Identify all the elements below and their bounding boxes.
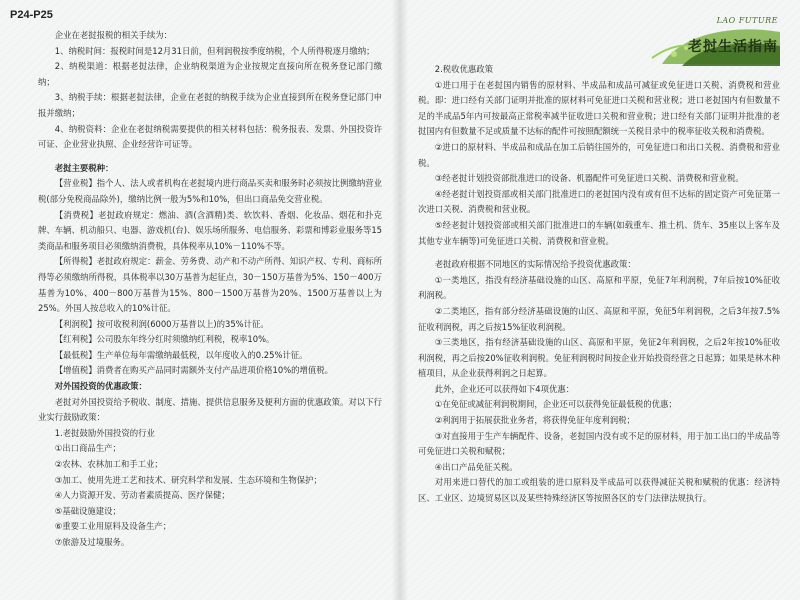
brand-logo: [622, 14, 782, 70]
tax-incentive-item: ①进口用于在老挝国内销售的原材料、半成品和成品可减征或免征进口关税、消费税和营业税。即：进口经有关部门证明并批准的原材料可免征进口关税和营业税；进口老挝国内有但数量不足的半成品5年内可按最高正常税率减半征收进口关税和营业税；进口经有关部门证明并批准的老挝国内有但数量不足或质量不达标的配件可按照配额统一关税目录中的税率征收关税和消费税。: [418, 79, 780, 137]
extra-item: ②利润用于拓展获批业务者，将获得免征年度利润税；: [434, 415, 635, 426]
regional-intro: 老挝政府根据不同地区的实际情况给予投资优惠政策：: [434, 259, 636, 270]
policy-intro: 老挝对外国投资给予税收、制度、措施、提供信息服务及便利方面的优惠政策。对以下行业实行鼓励政策：: [38, 396, 382, 423]
page-gutter: [392, 0, 408, 600]
brand-english: LAO FUTURE: [716, 16, 778, 25]
industry-item: ①出口商品生产；: [54, 443, 121, 454]
tax-business: 【营业税】指个人、法人或者机构在老挝境内进行商品买卖和服务时必须按比例缴纳营业税(部分免税商品除外)，缴纳比例一般为5%和10%，但出口商品免交营业税。: [38, 178, 382, 204]
step-1: 1、纳税时间：报税时间是12月31日前，但利润税按季度纳税，个人所得税逐月缴纳；: [54, 45, 375, 56]
tax-vat: 【增值税】消费者在购买产品同时需额外支付产品进项价格10%的增值税。: [54, 365, 334, 376]
extra-item: ③对直接用于生产车辆配件、设备，老挝国内没有或不足的原材料，用于加工出口的半成品等可免征进口关税和赋税；: [418, 430, 780, 457]
industry-item: ④人力资源开发、劳动者素质提高、医疗保健；: [54, 490, 230, 501]
tax-profit: 【利润税】按可收税利润(6000万基普以上)的35%计征。: [54, 318, 269, 329]
encouraged-heading: 1.老挝鼓励外国投资的行业: [54, 427, 155, 438]
tax-consumption: 【消费税】老挝政府规定：燃油、酒(含酒精)类、软饮料、香烟、化妆品、烟花和扑克牌、车辆、机动船只、电器、游戏机(台)、娱乐场所服务、电信服务、彩票和博彩业服务等15类商品和服务项目必须缴纳消费税，具体税率从10%－110%不等。: [38, 209, 382, 251]
industry-item: ②农林、农林加工和手工业；: [54, 459, 163, 470]
intro-text: 企业在老挝报税的相关手续为：: [54, 30, 173, 40]
extra-intro: 此外，企业还可以获得如下4项优惠：: [434, 383, 575, 394]
tax-incentive-item: ⑤经老挝计划投资部或相关部门批准进口的车辆(如载重车、推土机、货车、35座以上客车及其他专业车辆等)可免征进口关税、消费税和营业税。: [418, 219, 780, 246]
right-page: [400, 0, 800, 600]
industry-item: ③加工、使用先进工艺和技术、研究科学和发展、生态环境和生物保护；: [54, 474, 322, 485]
industry-item: ⑥重要工业用原料及设备生产；: [54, 521, 172, 532]
region-item: ③三类地区，指有经济基础设施的山区、高原和平原，免征2年利润税，之后2年按10%征收利润税，再之后按20%征收利润税。免征利润税时间按企业开始投资经营之日起算；如果是林木种植项目，从企业获得利润之日起算。: [418, 337, 780, 379]
closing-text: 对用来进口替代的加工或组装的进口原料及半成品可以获得减征关税和赋税的优惠：经济特区、工业区、边境贸易区以及某些特殊经济区等按照各区的专门法律法规执行。: [418, 477, 780, 504]
tax-dividend: 【红利税】公司股东年终分红时须缴纳红利税，税率10%。: [54, 334, 275, 345]
step-4: 4、纳税资料：企业在老挝纳税需要提供的相关材料包括：税务报表、发票、外国投资许可证、企业营业执照、企业经营许可证等。: [38, 123, 382, 150]
tax-income: 【所得税】老挝政府规定：薪金、劳务费、动产和不动产所得、知识产权、专利、商标所得等必须缴纳所得税，具体税率以30万基普为起征点，30－150万基普为5%、150－400万基普为10%、400－800万基普为15%、800－1500万基普为20%、1500万基普以上为25%。外国人按总收入的10%计征。: [38, 256, 382, 314]
region-item: ②二类地区，指有部分经济基础设施的山区、高原和平原，免征5年利润税，之后3年按7.5%征收利润税，再之后按15%征收利润税。: [418, 305, 780, 332]
tax-incentive-item: ②进口的原材料、半成品和成品在加工后销往国外的，可免征进口和出口关税、消费税和营业税。: [418, 141, 780, 168]
tax-minimum: 【最低税】生产单位每年需缴纳最低税，以年度收入的0.25%计征。: [54, 349, 308, 360]
step-3: 3、纳税手续：根据老挝法律，企业在老挝的纳税手续为企业直接到所在税务登记部门申报并缴纳；: [38, 92, 382, 118]
tax-incentive-item: ③经老挝计划投资部批准进口的设备、机器配件可免征进口关税、消费税和营业税。: [434, 173, 744, 184]
extra-item: ④出口产品免征关税。: [434, 461, 518, 472]
step-2: 2、纳税渠道：根据老挝法律，企业纳税渠道为企业按规定直接向所在税务登记部门缴纳；: [38, 61, 382, 87]
tax-incentive-heading: 2.税收优惠政策: [434, 64, 494, 74]
main-taxes-heading: 老挝主要税种：: [54, 162, 114, 173]
industry-item: ⑦旅游及过境服务。: [54, 537, 130, 547]
page-numbers: P24-P25: [10, 9, 53, 21]
brand-chinese: 老挝生活指南: [688, 39, 778, 55]
extra-item: ①在免征或减征利润税期间，企业还可以获得免征最低税的优惠；: [434, 399, 677, 410]
tax-incentive-item: ④经老挝计划投资部或相关部门批准进口的老挝国内没有或有但不达标的固定资产可免征第一次进口关税、消费税和营业税。: [418, 188, 780, 215]
policy-heading: 对外国投资的优惠政策：: [54, 381, 147, 392]
region-item: ①一类地区，指没有经济基础设施的山区、高原和平原，免征7年利润税，7年后按10%征收利润税。: [418, 274, 780, 301]
industry-item: ⑤基础设施建设；: [54, 505, 121, 516]
